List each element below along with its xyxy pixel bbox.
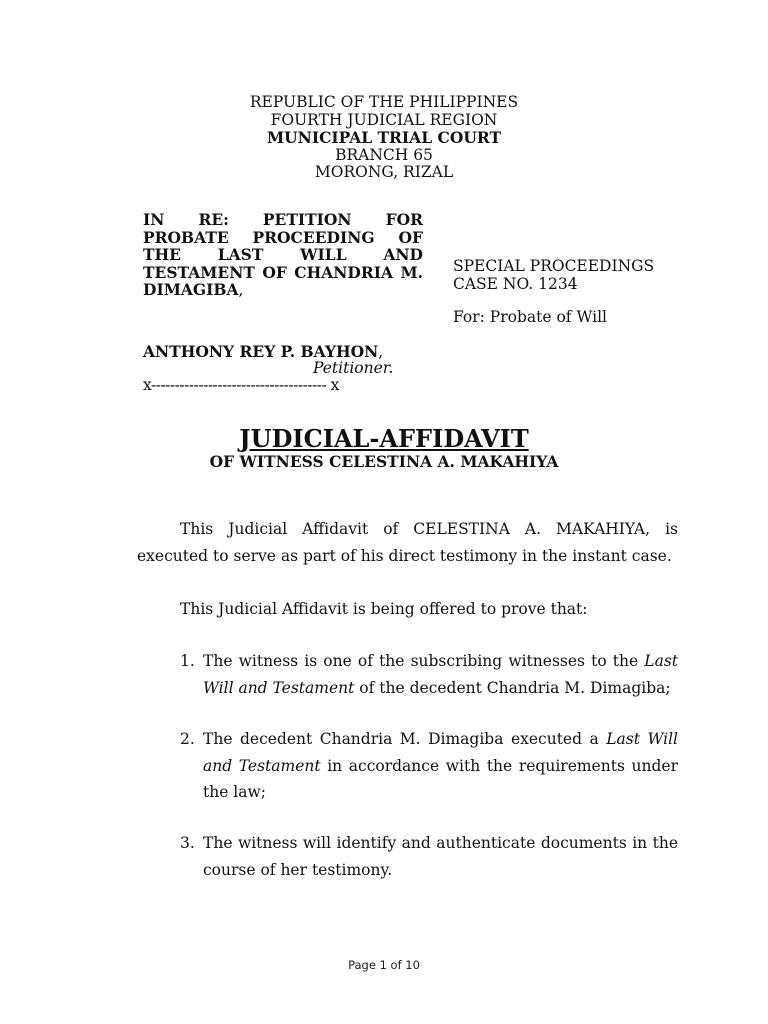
header-court: MUNICIPAL TRIAL COURT bbox=[266, 128, 501, 148]
header-branch: BRANCH 65 bbox=[335, 145, 433, 164]
caption-divider: x------------------------------------- x bbox=[143, 376, 339, 394]
in-re-suffix: , bbox=[238, 281, 244, 300]
intro-paragraph: This Judicial Affidavit of CELESTINA A. MAKAHIYA, is executed to serve as part of his direct testimony in the instant case. bbox=[137, 520, 678, 565]
list-text-pre: The witness is one of the subscribing witnesses to the bbox=[203, 652, 645, 670]
list-text-post: in accordance with the requirements under the law; bbox=[203, 756, 678, 801]
petitioner-label: Petitioner. bbox=[313, 359, 394, 377]
case-caption-title bbox=[143, 211, 423, 300]
header-location: MORONG, RIZAL bbox=[314, 163, 454, 182]
petitioner-name-text: ANTHONY REY P. BAYHON bbox=[143, 342, 379, 361]
list-text-emphasis: Last Will and Testament bbox=[203, 652, 678, 697]
case-purpose: For: Probate of Will bbox=[453, 308, 607, 326]
list-number: 1. bbox=[180, 652, 195, 670]
header-region: FOURTH JUDICIAL REGION bbox=[270, 110, 498, 129]
case-number-block bbox=[453, 258, 654, 293]
purpose-list-item-1 bbox=[180, 648, 678, 701]
list-text-emphasis: Last Will and Testament bbox=[203, 730, 678, 775]
document-title: JUDICIAL-AFFIDAVIT bbox=[239, 424, 529, 453]
header-republic: REPUBLIC OF THE PHILIPPINES bbox=[249, 93, 519, 111]
in-re-text: IN RE: PETITION FOR PROBATE PROCEEDING OF THE LAST WILL AND TESTAMENT OF CHANDRIA M. DIMAGIBA bbox=[143, 210, 423, 300]
page-number: Page 1 of 10 bbox=[348, 958, 420, 972]
court-header bbox=[0, 94, 768, 182]
list-text: The witness will identify and authenticate documents in the course of her testimony. bbox=[203, 834, 678, 879]
purpose-list-item-3 bbox=[180, 830, 678, 883]
document-subtitle: OF WITNESS CELESTINA A. MAKAHIYA bbox=[209, 452, 559, 471]
list-text-pre: The decedent Chandria M. Dimagiba executed a bbox=[203, 730, 607, 748]
offer-paragraph: This Judicial Affidavit is being offered to prove that: bbox=[180, 600, 588, 618]
petitioner-suffix: , bbox=[378, 343, 384, 361]
case-type: SPECIAL PROCEEDINGS bbox=[453, 257, 655, 275]
list-text-post: of the decedent Chandria M. Dimagiba; bbox=[354, 678, 671, 697]
purpose-list-item-2 bbox=[180, 726, 678, 806]
list-number: 3. bbox=[180, 834, 195, 852]
list-number: 2. bbox=[180, 730, 195, 748]
case-number: CASE NO. 1234 bbox=[453, 274, 578, 293]
